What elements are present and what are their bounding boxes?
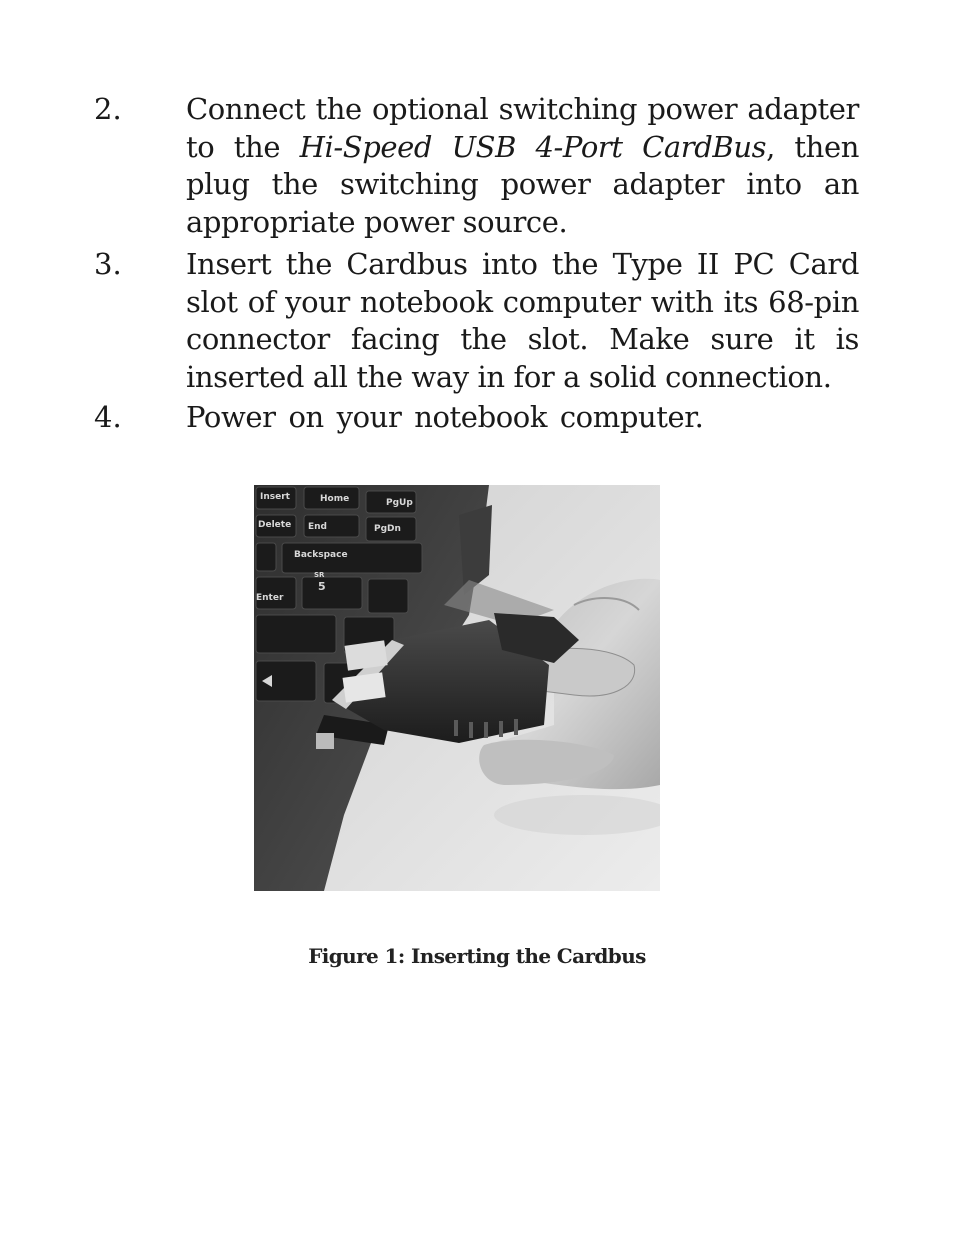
key-delete-label: Delete — [258, 520, 292, 530]
step-text: Insert the Cardbus into the Type II PC Card slot of your notebook computer with its 68-pin connector facing the slot. Make sure it is inserted all the way in for a solid connection. — [186, 247, 859, 394]
key-end-label: End — [308, 522, 327, 532]
step-text-part: , then plug the switching power adapter into an appropriate power source. — [186, 129, 859, 239]
key-pgdn-label: PgDn — [374, 524, 401, 534]
step-number: 2. — [94, 92, 122, 126]
key-sr-label: SR — [314, 571, 325, 579]
step-text-part: Connect the optional switching power adapter to the — [186, 92, 859, 164]
key-5-label: 5 — [318, 580, 326, 593]
step-text: Power on your notebook computer. — [186, 400, 704, 434]
key-pgup-label: PgUp — [386, 498, 413, 508]
cardbus-insertion-photo — [254, 485, 660, 891]
key-home-label: Home — [320, 494, 350, 504]
step-text — [186, 91, 859, 241]
key-backspace-label: Backspace — [294, 550, 348, 560]
key-insert-label: Insert — [260, 492, 290, 502]
product-name: Hi-Speed USB 4-Port CardBus — [299, 129, 767, 164]
step-number: 3. — [94, 247, 122, 281]
key-enter-label: Enter — [256, 593, 284, 603]
figure-caption: Figure 1: Inserting the Cardbus — [308, 944, 646, 968]
step-number: 4. — [94, 400, 122, 434]
